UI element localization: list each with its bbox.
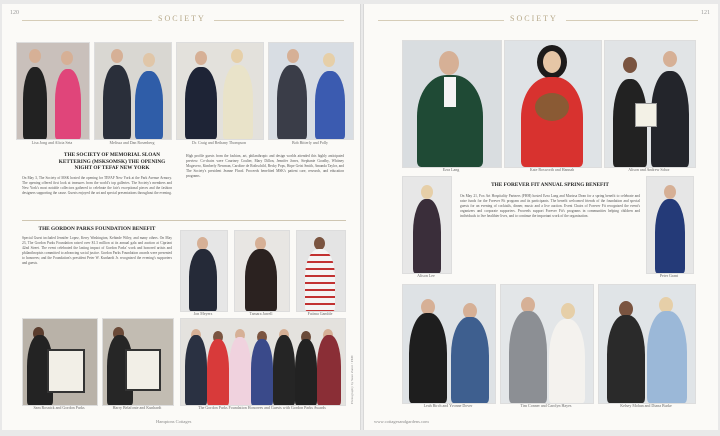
photo-lt3 [176, 42, 264, 140]
caption-lt2: Melissa and Dan Rosenberg [109, 140, 155, 145]
photo-lt4 [268, 42, 354, 140]
section-divider [22, 220, 346, 221]
right-article-headline: THE FOREVER FIT ANNUAL SPRING BENEFIT [491, 182, 609, 188]
right-page [364, 4, 718, 430]
caption-rt3: Alison and Andrew Schor [628, 167, 670, 172]
header-rule [22, 20, 152, 21]
photo-rm1 [402, 176, 452, 274]
photo-lt2 [94, 42, 172, 140]
caption-lm2: Tamara Jarrell [249, 311, 273, 316]
caption-lt4: Bob Bitterly and Polly [291, 140, 329, 145]
photo-lt1 [16, 42, 90, 140]
caption-rb3: Kelsey Mohan and Diana Burke [620, 403, 672, 408]
caption-lm3: Fatima Gamble [307, 311, 333, 316]
article1-headline: THE SOCIETY OF MEMORIAL SLOAN KETTERING (MSKSOMSK) THE OPENING NIGHT OF TEFAF NEW YORK [58, 152, 166, 171]
photo-lb3 [180, 318, 346, 406]
header-rule [566, 20, 698, 21]
header-rule [378, 20, 504, 21]
photo-rb2 [500, 284, 594, 404]
photo-rb3 [598, 284, 696, 404]
photo-rt3 [604, 40, 696, 168]
photo-lm1 [180, 230, 228, 312]
article1-col2: High profile guests from the fashion, art, philanthropic and design worlds attended this highly anticipated preview. Co-chairs were Courtney Coulter, Mary Dillon, Jennifer Jones, Stephanie Goodby, Whitney Mogavero, Kimberly Newman, Caroline de Rothschild, Becky Pops, Hope Geist Smith, Amanda Taylor, and The Society's president Jeanne Flood. Proceeds benefited MSK's patient care, research, and education programs. [186, 154, 344, 178]
caption-rt2: Kate Bosworth and Hannah [529, 167, 575, 172]
caption-lt3: Dr. Craig and Bethany Thompson [191, 140, 247, 145]
caption-lb1: Sam Rosnick and Gordon Parks [33, 405, 85, 410]
left-footer: Hamptons Cottages [156, 419, 192, 424]
photo-lm2 [234, 230, 290, 312]
right-footer: www.cottagesandgardens.com [374, 419, 429, 424]
photo-lm3 [296, 230, 346, 312]
article2-headline: THE GORDON PARKS FOUNDATION BENEFIT [38, 226, 156, 232]
caption-rb1: Leah Birch and Yvonne Dover [423, 403, 473, 408]
caption-lb3: The Gordon Parks Foundation Honorees and Guests with Gordon Parks Awards [198, 405, 326, 410]
photo-rm2 [646, 176, 694, 274]
photo-lb2 [102, 318, 174, 406]
header-rule [214, 20, 344, 21]
caption-rb2: Tim Conner and Carolyn Hayes [520, 403, 572, 408]
left-folio: 120 [10, 10, 19, 16]
caption-rm1: Alison Lee [417, 273, 435, 278]
right-section-header: SOCIETY [510, 14, 558, 23]
right-folio: 121 [701, 10, 710, 16]
left-page [2, 4, 362, 430]
caption-lb2: Harry Belafonte and Kunhardt [112, 405, 162, 410]
caption-rt1: Ezra Lang [442, 167, 460, 172]
photo-rt1 [402, 40, 502, 168]
article2-text: Special Guest included Jennifer Lopez, Kerry Washington, Kehinde Wiley, and many others. On May 23, The Gordon Parks Foundation raised over $1.3 million at its annual gala and auction at Cipriani 42nd Street. The event celebrated the lasting impact of Gordon Parks' work and honored artists and philanthropists committed to advancing social justice. Gordon Parks Foundation awards were presented to honorees; and the Foundation's president Peter W. Kunhardt Jr. recognized the evening's supporters and guests. [22, 236, 172, 265]
caption-lt1: Lisa Jong and Alicia Seta [31, 140, 73, 145]
right-article-text: On May 21, Fox Art Hospitality Partners (FHH) hosted Ezra Lang and Marissa Dean for a spring benefit to celebrate and raise funds for the Forever Fit program and its participants. The benefit welcomed friends of the foundation and special guests for an evening of cocktails, dinner, music and a live auction. Event Chairs of Forever Fit recognized the event's organizers and corporate supporters. Proceeds support Forever Fit's programs in communities helping children and individuals to live healthier lives, and to continue the important work of the organization. [460, 194, 640, 218]
left-section-header: SOCIETY [158, 14, 206, 23]
caption-lm1: Jon Meyers [193, 311, 213, 316]
photo-rb1 [402, 284, 496, 404]
photo-credit: Photography by Sean Zanni / PMC [350, 354, 354, 404]
article1-col1: On May 3, The Society of MSK hosted the opening for TEFAF New York at the Park Avenue Armory. The opening offered first look at treasures from the world's top galleries. The Society's members and New York's most notable collectors gathered to celebrate the fair's exceptional pieces and the fashion designers supporting the cause. Guests enjoyed the art and special presentations throughout the evening. [22, 176, 172, 195]
photo-rt2 [504, 40, 602, 168]
caption-rm2: Peter Grant [659, 273, 679, 278]
photo-lb1 [22, 318, 98, 406]
